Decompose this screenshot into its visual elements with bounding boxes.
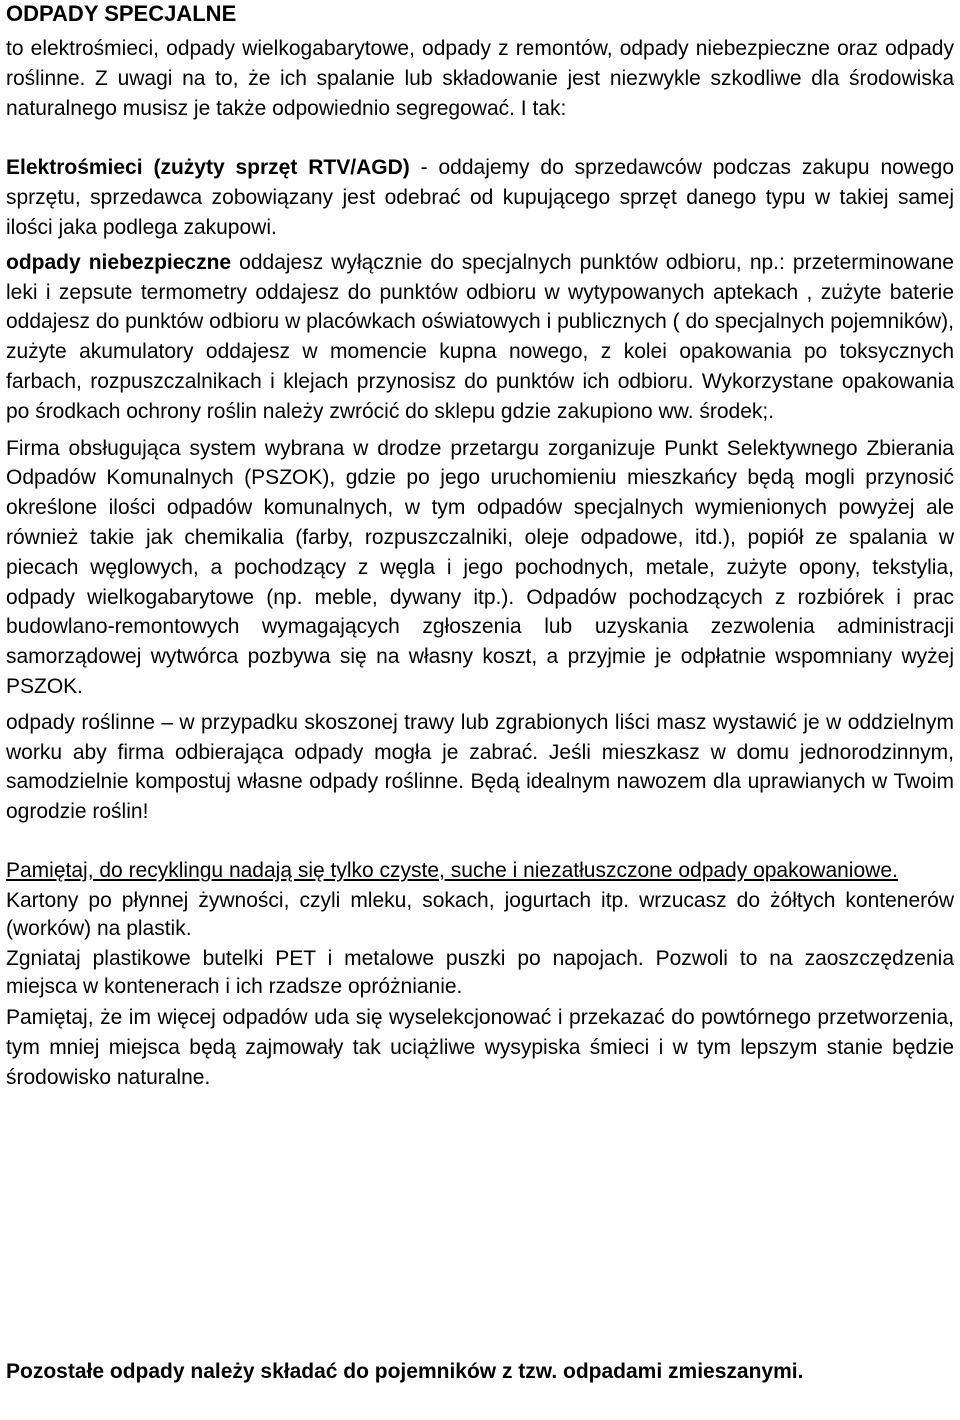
crush-bottles-paragraph: Zgniataj plastikowe butelki PET i metalowe puszki po napojach. Pozwoli to na zaoszczędzenia miejsca w kontenerach i ich rzadsze opróżnianie. — [6, 946, 954, 998]
electro-waste-term: Elektrośmieci (zużyty sprzęt RTV/AGD) — [6, 156, 410, 180]
hazardous-waste-term: odpady niebezpieczne — [6, 250, 232, 274]
electro-waste-text: - oddajemy do sprzedawców podczas zakupu nowego sprzętu, sprzedawca zobowiązany jest odebrać od kupującego sprzęt danego typu w takiej samej ilości jaka podlega zakupowi. — [6, 156, 955, 239]
electro-waste-paragraph — [6, 153, 954, 242]
pszok-paragraph: Firma obsługująca system wybrana w drodze przetargu zorganizuje Punkt Selektywnego Zbierania Odpadów Komunalnych (PSZOK), gdzie po jego uruchomieniu mieszkańcy będą mogli przynosić określone ilości odpadów komunalnych, w tym odpadów specjalnych wymienionych powyżej ale również takie jak chemikalia (farby, rozpuszczalniki, oleje odpadowe, itd.), popiół ze spalania w piecach węglowych, a pochodzący z węgla i jego pochodnych, metale, zużyte opony, tekstylia, odpady wielkogabarytowe (np. meble, dywany itp.). Odpadów pochodzących z rozbiórek i prac budowlano-remontowych wymagających zgłoszenia lub uzyskania zezwolenia administracji samorządowej wytwórca pozbywa się na własny koszt, a przyjmie je odpłatnie wspomniany wyżej PSZOK. — [6, 436, 954, 698]
hazardous-waste-paragraph — [6, 248, 954, 427]
selection-reminder: Pamiętaj, że im więcej odpadów uda się wyselekcjonować i przekazać do powtórnego przetworzenia, tym mniej miejsca będą zajmowały tak uciążliwe wysypiska śmieci i w tym lepszym stanie będzie środowisko naturalne. — [6, 1005, 954, 1089]
recycling-reminder: Pamiętaj, do recyklingu nadają się tylko czyste, suche i niezatłuszczone odpady opakowaniowe. — [6, 858, 898, 882]
intro-paragraph: to elektrośmieci, odpady wielkogabarytowe, odpady z remontów, odpady niebezpieczne oraz odpady roślinne. Z uwagi na to, że ich spalanie lub składowanie jest niezwykle szkodliwe dla środowiska naturalnego musisz je także odpowiednio segregować. I tak: — [6, 37, 954, 120]
page-title: ODPADY SPECJALNE — [6, 1, 237, 26]
cartons-paragraph: Kartony po płynnej żywności, czyli mleku, sokach, jogurtach itp. wrzucasz do żółtych kontenerów (worków) na plastik. — [6, 888, 954, 940]
green-waste-paragraph: odpady roślinne – w przypadku skoszonej trawy lub zgrabionych liści masz wystawić je w oddzielnym worku aby firma odbierająca odpady mogła je zabrać. Jeśli mieszkasz w domu jednorodzinnym, samodzielnie kompostuj własne odpady roślinne. Będą idealnym nawozem dla uprawianych w Twoim ogrodzie roślin! — [6, 710, 954, 824]
mixed-waste-note: Pozostałe odpady należy składać do pojemników z tzw. odpadami zmieszanymi. — [6, 1360, 804, 1383]
hazardous-waste-text: oddajesz wyłącznie do specjalnych punktów odbioru, np.: przeterminowane leki i zepsute termometry oddajesz do punktów odbioru w wytypowanych aptekach , zużyte baterie oddajesz do punktów odbioru w placówkach oświatowych i publicznych ( do specjalnych pojemników), zużyte akumulatory oddajesz w momencie kupna nowego, z kolei opakowania po toksycznych farbach, rozpuszczalnikach i klejach przynosisz do punktów ich odbioru. Wykorzystane opakowania po środkach ochrony roślin należy zwrócić do sklepu gdzie zakupiono ww. środek;. — [6, 250, 954, 423]
